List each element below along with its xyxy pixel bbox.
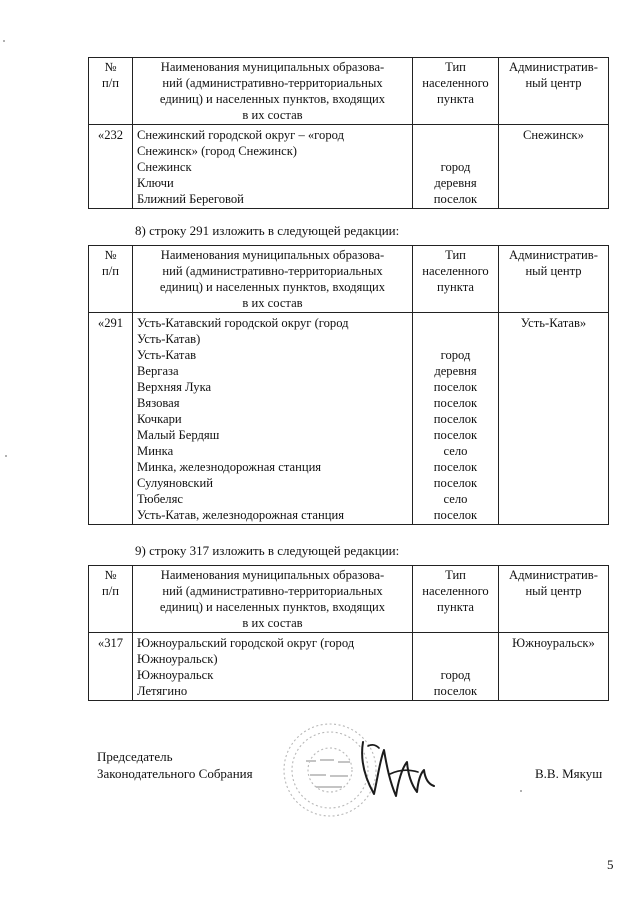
page-number: 5 [607,857,614,872]
settlement-types [413,313,499,525]
settlement-type: поселок [433,380,478,394]
settlement-type: город [440,160,471,174]
header-admin-center: Административ- ный центр [499,246,609,313]
settlement-type: деревня [434,364,477,378]
row-number: «317 [89,633,133,701]
header-type: Тип населенного пункта [413,566,499,633]
settlement-type: поселок [433,684,478,698]
settlement-type: город [440,348,471,362]
signer-title-line: Председатель [97,749,173,764]
settlement-name: Ближний Береговой [137,192,244,206]
scan-speck [5,455,7,457]
settlement-name: Минка, железнодорожная станция [137,460,322,474]
settlement-type: поселок [433,476,478,490]
table-row [89,633,609,701]
settlement-name: Усть-Катав, железнодорожная станция [137,508,345,522]
table-row [89,313,609,525]
header-names: Наименования муниципальных образова- ний (административно-территориальных единиц) и населенных пунктов, входящих в их состав [133,246,413,313]
settlement-type: поселок [433,428,478,442]
settlement-name: Вергаза [137,364,179,378]
settlement-name: Малый Бердяш [137,428,220,442]
table-header [89,246,609,313]
settlement-name: Сулуяновский [137,476,213,490]
settlement-name: Южноуральск [137,668,214,682]
settlement-types [413,125,499,209]
header-number: № п/п [89,566,133,633]
amendment-caption-291: 8) строку 291 изложить в следующей редакции: [135,223,400,238]
settlement-name: Ключи [137,176,174,190]
header-names: Наименования муниципальных образова- ний (административно-территориальных единиц) и населенных пунктов, входящих в их состав [133,58,413,125]
signer-title [97,748,253,782]
district-and-settlements [133,125,413,209]
official-seal-and-signature [268,712,458,822]
header-admin-center: Административ- ный центр [499,566,609,633]
row-number: «232 [89,125,133,209]
amendment-caption-317: 9) строку 317 изложить в следующей редакции: [135,543,400,558]
header-names: Наименования муниципальных образова- ний (административно-территориальных единиц) и населенных пунктов, входящих в их состав [133,566,413,633]
official-seal [284,724,376,816]
settlement-type: поселок [433,396,478,410]
table-header [89,58,609,125]
signer-title-line: Законодательного Собрания [97,766,253,781]
header-number: № п/п [89,58,133,125]
settlement-type: поселок [433,412,478,426]
settlement-type: село [443,492,468,506]
settlement-type: поселок [433,508,478,522]
district-name-line: Снежинский городской округ – «город [137,128,344,142]
settlements-table-317 [88,565,609,701]
admin-center: Усть-Катав» [499,313,609,525]
settlement-name: Верхняя Лука [137,380,212,394]
table-header [89,566,609,633]
settlement-name: Минка [137,444,174,458]
district-name-line: Южноуральск) [137,652,218,666]
admin-center: Южноуральск» [499,633,609,701]
settlements-table-291 [88,245,609,525]
scan-speck [520,790,522,792]
settlement-name: Снежинск [137,160,192,174]
table-row [89,125,609,209]
district-name-line: Усть-Катавский городской округ (город [137,316,349,330]
settlement-name: Вязовая [137,396,180,410]
district-name-line: Снежинск» (город Снежинск) [137,144,298,158]
signer-name: В.В. Мякуш [535,766,603,781]
settlement-type: поселок [433,192,478,206]
settlement-type: село [443,444,468,458]
header-number: № п/п [89,246,133,313]
settlement-types [413,633,499,701]
settlement-name: Усть-Катав [137,348,197,362]
settlement-name: Кочкари [137,412,182,426]
settlement-type: город [440,668,471,682]
header-admin-center: Административ- ный центр [499,58,609,125]
settlements-table-232 [88,57,609,209]
header-type: Тип населенного пункта [413,246,499,313]
settlement-name: Тюбеляс [137,492,183,506]
settlement-type: деревня [434,176,477,190]
header-type: Тип населенного пункта [413,58,499,125]
district-and-settlements [133,313,413,525]
settlement-type: поселок [433,460,478,474]
scan-speck [3,40,5,42]
settlement-name: Летягино [137,684,188,698]
admin-center: Снежинск» [499,125,609,209]
district-name-line: Южноуральский городской округ (город [137,636,355,650]
district-name-line: Усть-Катав) [137,332,201,346]
row-number: «291 [89,313,133,525]
district-and-settlements [133,633,413,701]
